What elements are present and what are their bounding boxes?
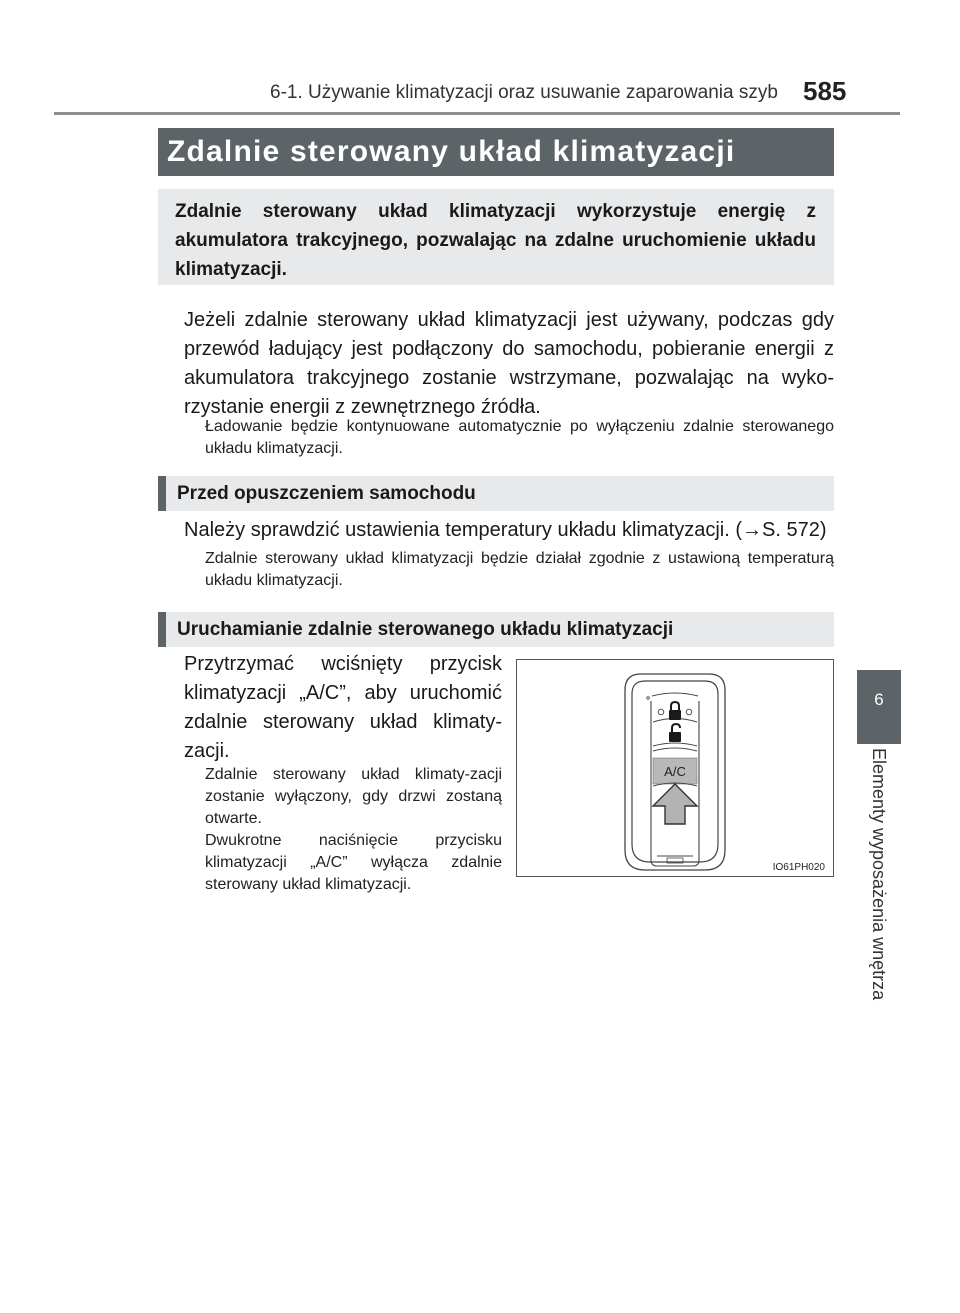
- ac-button-label: A/C: [664, 764, 686, 779]
- page-title: Zdalnie sterowany układ klimatyzacji: [158, 128, 834, 176]
- page-number: 585: [803, 76, 847, 106]
- note-door-open: Zdalnie sterowany układ klimaty-zacji zostanie wyłączony, gdy drzwi zostaną otwarte.: [205, 766, 502, 827]
- paragraph-hold-ac-button: Przytrzymać wciśnięty przycisk klimatyzacji „A/C”, aby uruchomić zdalnie sterowany układ klimaty-zacji.: [184, 653, 502, 762]
- key-fob-figure: [516, 659, 834, 877]
- header-rule: [54, 112, 900, 115]
- running-header: 6-1. Używanie klimatyzacji oraz usuwanie zaparowania szyb: [270, 82, 778, 103]
- intro-box: Zdalnie sterowany układ klimatyzacji wykorzystuje energię z akumulatora trakcyjnego, pozwalając na zdalne uruchomienie układu klimatyzacji.: [158, 189, 834, 285]
- chapter-tab: [857, 670, 901, 744]
- page-reference-link[interactable]: S. 572): [762, 519, 827, 541]
- check-temperature-text: Należy sprawdzić ustawienia temperatury układu klimatyzacji. (: [184, 519, 742, 541]
- figure-code: IO61PH020: [772, 862, 825, 873]
- note-temperature: Zdalnie sterowany układ klimatyzacji będzie działał zgodnie z ustawioną temperaturą układu klimatyzacji.: [205, 550, 834, 589]
- chapter-number: 6: [874, 690, 884, 709]
- paragraph-main: Jeżeli zdalnie sterowany układ klimatyzacji jest używany, podczas gdy przewód ładujący jest podłączony do samochodu, pobieranie energii z akumulatora trakcyjnego zostanie wstrzymane, pozwalając na wyko-rzystanie energii z zewnętrznego źródła.: [184, 309, 834, 418]
- section-heading-starting-remote-ac: Uruchamianie zdalnie sterowanego układu klimatyzacji: [158, 612, 834, 647]
- chapter-title: Elementy wyposażenia wnętrza: [869, 748, 889, 1001]
- section-heading-before-leaving: Przed opuszczeniem samochodu: [158, 476, 834, 511]
- key-fob-illustration: [517, 660, 835, 878]
- note-double-press: Dwukrotne naciśnięcie przycisku klimatyzacji „A/C” wyłącza zdalnie sterowany układ klimatyzacji.: [205, 832, 502, 893]
- note-charging: Ładowanie będzie kontynuowane automatycznie po wyłączeniu zdalnie sterowanego układu klimatyzacji.: [205, 418, 834, 457]
- paragraph-check-temperature: [184, 516, 844, 545]
- reference-arrow-icon: →: [742, 519, 762, 541]
